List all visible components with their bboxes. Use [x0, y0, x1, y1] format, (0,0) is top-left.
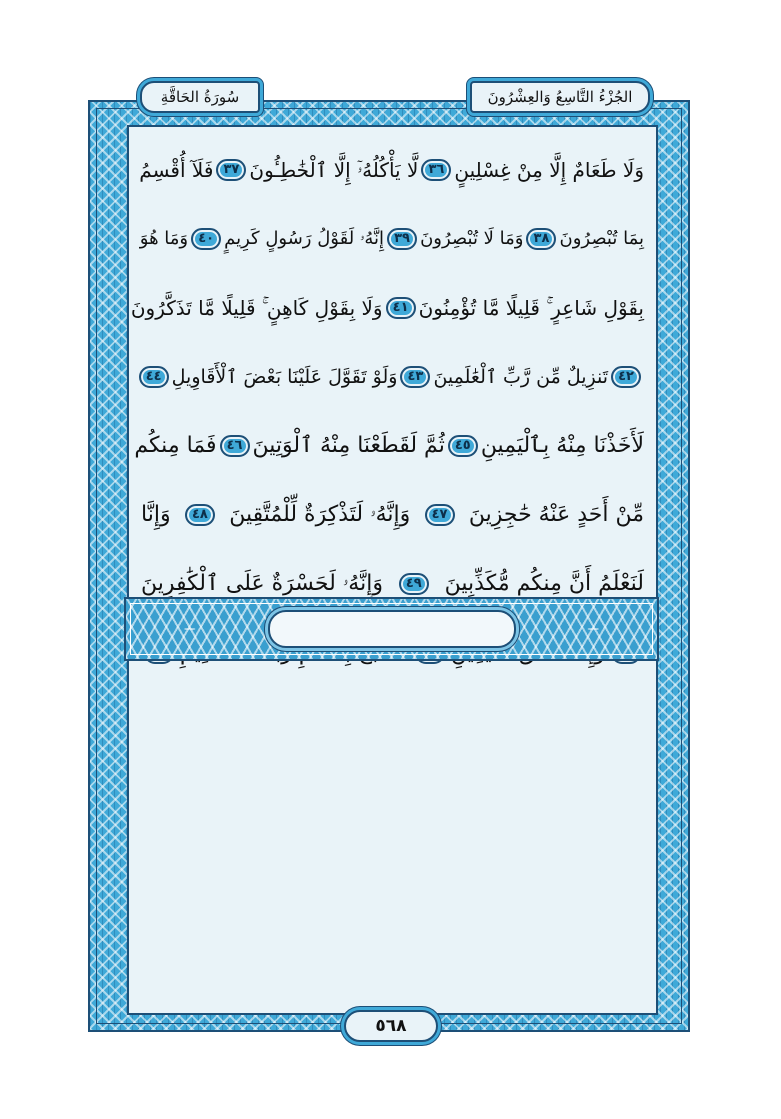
- verse-text: بِقَوْلِ شَاعِرٍ ۚ قَلِيلًا مَّا تُؤْمِنُونَ: [418, 295, 644, 320]
- verse-text: وَلَا بِقَوْلِ كَاهِنٍ ۚ قَلِيلًا مَّا تَذَكَّرُونَ: [130, 295, 383, 320]
- verse-text: وَلَا طَعَامٌ إِلَّا مِنْ غِسْلِينٍ: [454, 157, 644, 182]
- verse-text: لَنَعْلَمُ أَنَّ مِنكُم مُّكَذِّبِينَ: [444, 571, 644, 596]
- verse-text: فَمَا مِنكُم: [134, 433, 217, 458]
- ayah-marker: ٤٩: [399, 573, 429, 595]
- verse-text: لَأَخَذْنَا مِنْهُ بِٱلْيَمِينِ: [480, 433, 644, 458]
- verse-text: تَنزِيلٌ مِّن رَّبِّ ٱلْعَٰلَمِينَ: [433, 365, 608, 388]
- ayah-marker: ٣٦: [421, 159, 451, 181]
- verse-text: وَإِنَّهُۥ لَتَذْكِرَةٌ لِّلْمُتَّقِينَ: [229, 502, 411, 527]
- verse-text: مِّنْ أَحَدٍ عَنْهُ حَٰجِزِينَ: [468, 502, 644, 527]
- verse-text: وَمَا هُوَ: [139, 228, 189, 249]
- verse-text: فَلَآ أُقْسِمُ: [139, 157, 214, 182]
- ayah-marker: ٤٥: [448, 435, 478, 457]
- ayah-marker: ٤٨: [185, 504, 215, 526]
- ayah-marker: ٤٢: [611, 366, 641, 388]
- ayah-marker: ٤٧: [425, 504, 455, 526]
- verse-line-1: [127, 135, 658, 204]
- page-number-text: ٥٦٨: [375, 1016, 407, 1036]
- verse-text: وَإِنَّهُۥ لَحَسْرَةٌ عَلَى ٱلْكَٰفِرِينَ: [141, 571, 383, 596]
- ayah-marker: ٤٦: [220, 435, 250, 457]
- verse-text: وَإِنَّا: [141, 502, 171, 527]
- verse-line-3: [127, 273, 658, 342]
- verse-line-6: [127, 480, 658, 549]
- verse-text: لَّا يَأْكُلُهُۥٓ إِلَّا ٱلْخَٰطِـُٔونَ: [249, 157, 419, 182]
- verse-text: وَمَا لَا تُبْصِرُونَ: [420, 228, 524, 249]
- juz-name-cartouche: [470, 81, 650, 113]
- surah-name: سُورَةُ الحَاقَّةِ: [160, 88, 240, 106]
- ayah-marker: ٤٤: [139, 366, 169, 388]
- ayah-marker: ٣٨: [526, 228, 556, 250]
- surah-title-panel: [268, 610, 516, 648]
- ayah-marker: ٣٧: [216, 159, 246, 181]
- verse-text: بِمَا تُبْصِرُونَ: [559, 228, 644, 249]
- juz-name: الجُزْءُ التَّاسِعُ وَالعِشْرُونَ: [487, 88, 633, 106]
- verse-line-4: [127, 342, 658, 411]
- ayah-marker: ٤٠: [191, 228, 221, 250]
- verse-text: ثُمَّ لَقَطَعْنَا مِنْهُ ٱلْوَتِينَ: [252, 433, 445, 458]
- page-number: [344, 1010, 438, 1042]
- verse-text: إِنَّهُۥ لَقَوْلُ رَسُولٍ كَرِيمٍ: [224, 228, 385, 249]
- verse-text: وَلَوْ تَقَوَّلَ عَلَيْنَا بَعْضَ ٱلْأَقَاوِيلِ: [171, 365, 398, 388]
- verse-line-5: [127, 411, 658, 480]
- verse-line-2: [127, 204, 658, 273]
- ayah-marker: ٣٩: [387, 228, 417, 250]
- ayah-marker: ٤١: [386, 297, 416, 319]
- surah-name-cartouche: [140, 81, 260, 113]
- ayah-marker: ٤٣: [400, 366, 430, 388]
